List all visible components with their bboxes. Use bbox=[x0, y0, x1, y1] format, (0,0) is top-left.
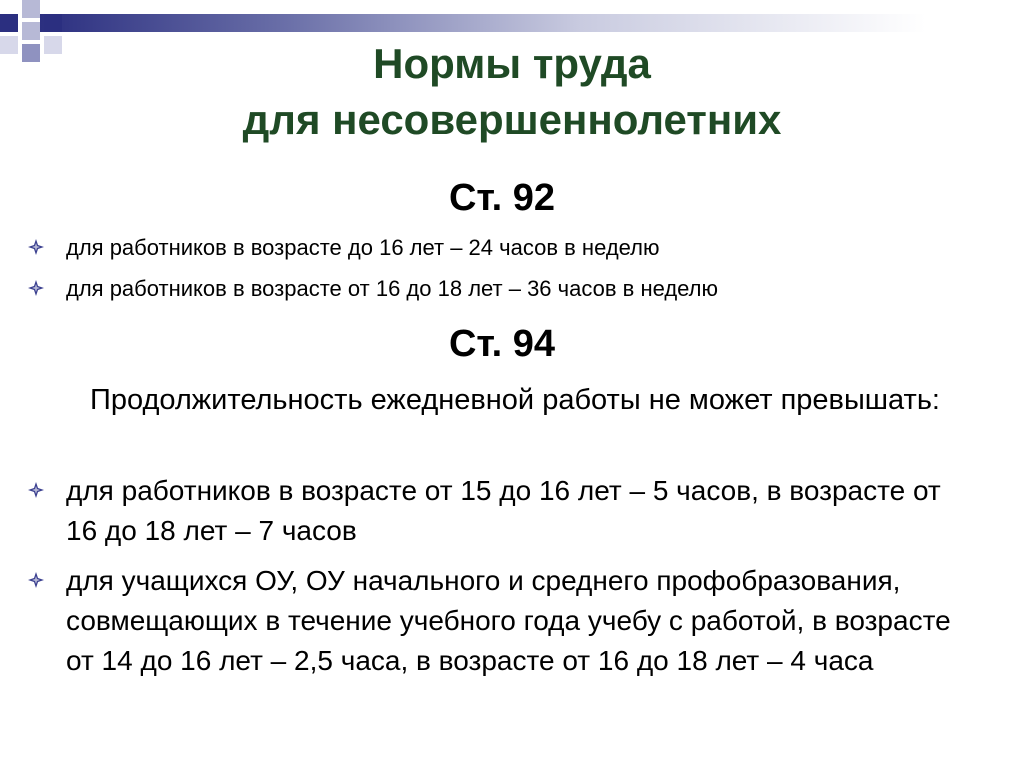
top-decoration-bar bbox=[40, 14, 1024, 32]
list-item bbox=[28, 561, 978, 681]
list-item-text: для учащихся ОУ, ОУ начального и среднего профобразования, совмещающих в течение учебного года учебу с работой, в возрасте от 14 до 16 лет – 2,5 часа, в возрасте от 16 до 18 лет – 4 часа bbox=[66, 565, 951, 676]
list-item-text: для работников в возрасте от 15 до 16 лет – 5 часов, в возрасте от 16 до 18 лет – 7 часов bbox=[66, 475, 941, 546]
diamond-bullet-icon bbox=[28, 239, 44, 255]
list-item bbox=[28, 233, 978, 263]
decoration-square bbox=[0, 14, 18, 32]
section-intro-text: Продолжительность ежедневной работы не может превышать: bbox=[89, 384, 940, 416]
decoration-square bbox=[22, 0, 40, 18]
list-item bbox=[28, 274, 978, 304]
diamond-bullet-icon bbox=[28, 482, 44, 498]
list-item-text: для работников в возрасте от 16 до 18 лет – 36 часов в неделю bbox=[66, 276, 719, 301]
diamond-bullet-icon bbox=[28, 280, 44, 296]
article-94-heading: Ст. 94 bbox=[448, 323, 556, 365]
slide-title-line-2: для несовершеннолетних bbox=[242, 96, 782, 143]
list-item-text: для работников в возрасте до 16 лет – 24 часов в неделю bbox=[66, 235, 660, 260]
diamond-bullet-icon bbox=[28, 572, 44, 588]
slide-title-line-1: Нормы труда bbox=[373, 40, 651, 87]
decoration-square bbox=[44, 14, 62, 32]
list-item bbox=[28, 471, 978, 551]
slide-title bbox=[0, 36, 1024, 148]
article-92-heading: Ст. 92 bbox=[448, 177, 556, 219]
